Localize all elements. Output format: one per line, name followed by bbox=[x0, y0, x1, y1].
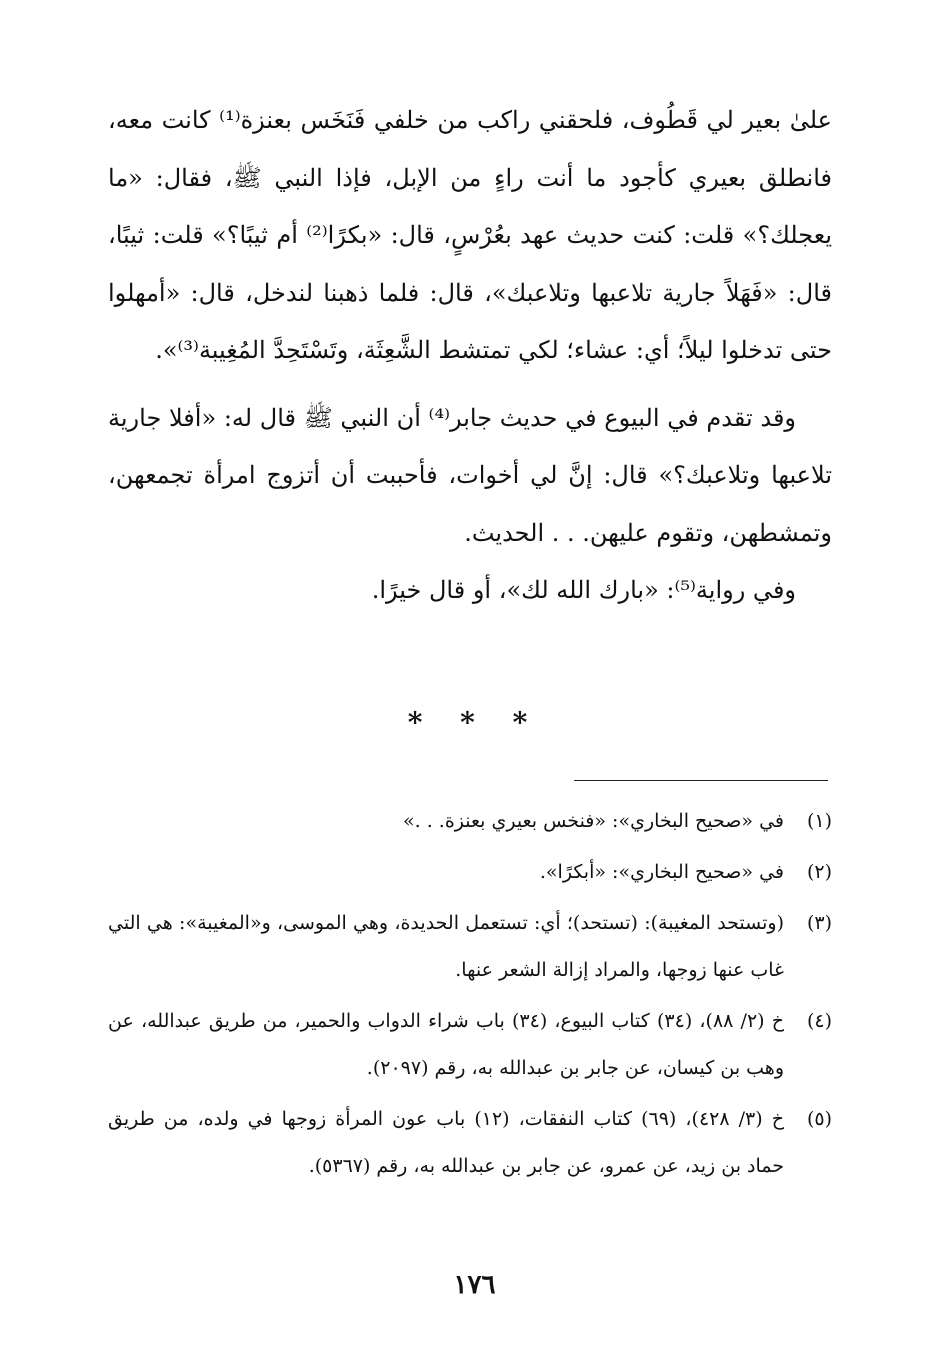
footnote-text: خ (٢/ ٨٨)، (٣٤) كتاب البيوع، (٣٤) باب شراء الدواب والحمير، من طريق عبدالله، عن وهب بن كيسان، عن جابر بن عبدالله به، رقم (٢٠٩٧). bbox=[108, 1010, 785, 1079]
footnote-text: (وتستحد المغيبة): (تستحد)؛ أي: تستعمل الحديدة، وهي الموسى، و«المغيبة»: هي التي غاب عنها زوجها، والمراد إزالة الشعر عنها. bbox=[108, 912, 784, 981]
footnote-number: (٣) bbox=[806, 912, 832, 934]
footnote-2 bbox=[108, 849, 832, 896]
page-number: ١٧٦ bbox=[453, 1270, 496, 1300]
paragraph-hadith-continuation: علىٰ بعير لي قَطُوف، فلحقني راكب من خلفي فَنَخَس بعنزة⁽¹⁾ كانت معه، فانطلق بعيري كأجود ما أنت راءٍ من الإبل، فإذا النبي ﷺ، فقال: «ما يعجلك؟» قلت: كنت حديث عهد بعُرْسٍ، قال: «بكرًا⁽²⁾ أم ثيبًا؟» قلت: ثيبًا، قال: «فَهَلاً جارية تلاعبها وتلاعبك»، قال: فلما ذهبنا لندخل، قال: «أمهلوا حتى تدخلوا ليلاً؛ أي: عشاء؛ لكي تمتشط الشَّعِثَة، وتَسْتَحِدَّ المُغِيبة⁽³⁾». bbox=[108, 106, 832, 364]
section-divider-stars: * * * bbox=[407, 706, 542, 739]
paragraph-previous-reference: وقد تقدم في البيوع في حديث جابر⁽⁴⁾ أن النبي ﷺ قال له: «أفلا جارية تلاعبها وتلاعبك؟» قال: إنَّ لي أخوات، فأحببت أن أتزوج امرأة تجمعهن، وتمشطهن، وتقوم عليهن. . . الحديث. bbox=[108, 403, 832, 547]
footnote-3 bbox=[108, 900, 832, 994]
footnote-text: خ (٣/ ٤٢٨)، (٦٩) كتاب النفقات، (١٢) باب عون المرأة زوجها في ولده، من طريق حماد بن زيد، عن عمرو، عن جابر بن عبدالله به، رقم (٥٣٦٧). bbox=[108, 1108, 784, 1177]
paragraph-narration: وفي رواية⁽⁵⁾: «بارك الله لك»، أو قال خيرًا. bbox=[371, 576, 796, 604]
main-text-body bbox=[108, 92, 832, 620]
footnotes-section bbox=[108, 798, 832, 1194]
footnote-text: في «صحيح البخاري»: «أبكرًا». bbox=[539, 861, 784, 883]
footnote-4 bbox=[108, 998, 832, 1092]
footnote-number: (٢) bbox=[806, 861, 832, 883]
footnote-number: (١) bbox=[806, 810, 832, 832]
footnote-1 bbox=[108, 798, 832, 845]
footnote-number: (٤) bbox=[806, 1010, 832, 1032]
footnote-text: في «صحيح البخاري»: «فنخس بعيري بعنزة. . .» bbox=[403, 810, 784, 832]
footnote-separator-line bbox=[574, 780, 828, 781]
footnote-number: (٥) bbox=[806, 1108, 832, 1130]
footnote-5 bbox=[108, 1096, 832, 1190]
